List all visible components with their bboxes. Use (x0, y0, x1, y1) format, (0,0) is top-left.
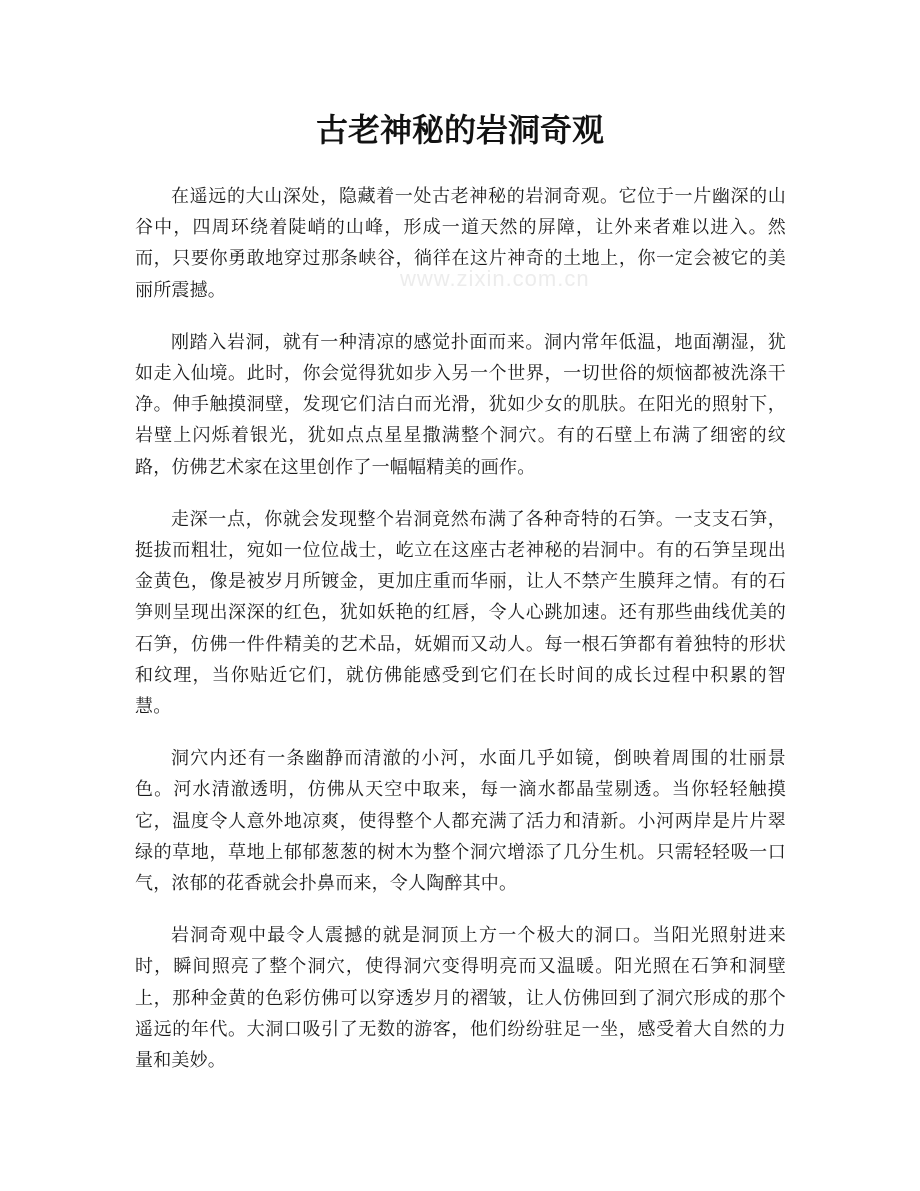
paragraph-5: 岩洞奇观中最令人震撼的就是洞顶上方一个极大的洞口。当阳光照射进来时，瞬间照亮了整个洞穴，使得洞穴变得明亮而又温暖。阳光照在石笋和洞壁上，那种金黄的色彩仿佛可以穿透岁月的褶皱，让人仿佛回到了洞穴形成的那个遥远的年代。大洞口吸引了无数的游客，他们纷纷驻足一坐，感受着大自然的力量和美妙。 (135, 925, 786, 1072)
paragraph-3: 走深一点，你就会发现整个岩洞竟然布满了各种奇特的石笋。一支支石笋，挺拔而粗壮，宛如一位位战士，屹立在这座古老神秘的岩洞中。有的石笋呈现出金黄色，像是被岁月所镀金，更加庄重而华丽，让人不禁产生膜拜之情。有的石笋则呈现出深深的红色，犹如妖艳的红唇，令人心跳加速。还有那些曲线优美的石笋，仿佛一件件精美的艺术品，妩媚而又动人。每一根石笋都有着独特的形状和纹理，当你贴近它们，就仿佛能感受到它们在长时间的成长过程中积累的智慧。 (135, 508, 786, 718)
paragraph-1: 在遥远的大山深处，隐藏着一处古老神秘的岩洞奇观。它位于一片幽深的山谷中，四周环绕着陡峭的山峰，形成一道天然的屏障，让外来者难以进入。然而，只要你勇敢地穿过那条峡谷，徜徉在这片神奇的土地上，你一定会被它的美丽所震撼。 (135, 186, 786, 301)
paragraph-2: 刚踏入岩洞，就有一种清凉的感觉扑面而来。洞内常年低温，地面潮湿，犹如走入仙境。此时，你会觉得犹如步入另一个世界，一切世俗的烦恼都被洗涤干净。伸手触摸洞壁，发现它们洁白而光滑，犹如少女的肌肤。在阳光的照射下，岩壁上闪烁着银光，犹如点点星星撒满整个洞穴。有的石壁上布满了细密的纹路，仿佛艺术家在这里创作了一幅幅精美的画作。 (135, 331, 786, 478)
document-title: 古老神秘的岩洞奇观 (315, 111, 604, 149)
paragraph-4: 洞穴内还有一条幽静而清澈的小河，水面几乎如镜，倒映着周围的壮丽景色。河水清澈透明，仿佛从天空中取来，每一滴水都晶莹剔透。当你轻轻触摸它，温度令人意外地凉爽，使得整个人都充满了活力和清新。小河两岸是片片翠绿的草地，草地上郁郁葱葱的树木为整个洞穴增添了几分生机。只需轻轻吸一口气，浓郁的花香就会扑鼻而来，令人陶醉其中。 (135, 748, 786, 895)
document-body (135, 181, 786, 1097)
watermark: www.zixin.com.cn (400, 266, 590, 291)
